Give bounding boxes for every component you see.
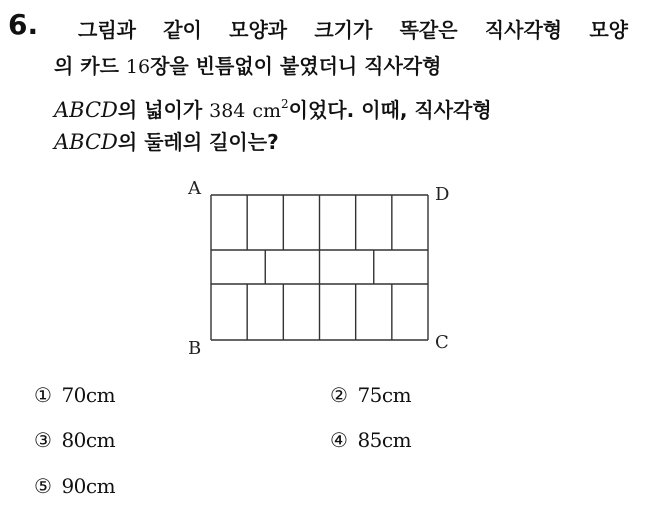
choice-5-mark: ⑤	[34, 474, 52, 498]
question-line-1	[78, 14, 628, 46]
question-line-2	[54, 50, 628, 83]
question-text-1: 그림과 같이 모양과 크기가 똑같은 직사각형 모양	[78, 18, 628, 42]
area-exponent: 2	[281, 97, 289, 111]
rect-label: ABCD	[54, 98, 118, 122]
question-text-2b: 장을 빈틈없이 붙였더니 직사각형	[150, 54, 442, 78]
choice-1-mark: ①	[34, 383, 52, 407]
choice-4-value: 85	[357, 428, 382, 452]
choice-3-mark: ③	[34, 428, 52, 452]
question-line-3	[54, 88, 628, 127]
choice-2-unit: cm	[381, 383, 412, 407]
choice-3-value: 80	[61, 428, 86, 452]
vertex-c-label: C	[435, 332, 449, 353]
vertex-d-label: D	[435, 184, 450, 205]
choice-4-mark: ④	[330, 428, 348, 452]
rect-label-2: ABCD	[54, 130, 118, 154]
figure-lines	[211, 195, 428, 340]
area-value: 384	[209, 100, 246, 122]
card-count: 16	[125, 56, 151, 78]
choice-5[interactable]	[34, 474, 115, 498]
question-text-4a: 의 둘레의 길이는?	[117, 130, 279, 154]
choice-2-value: 75	[357, 383, 382, 407]
question-text-2a: 의 카드	[54, 54, 126, 78]
question-text-3a: 의 넓이가	[117, 98, 210, 122]
vertex-b-label: B	[188, 338, 202, 359]
rectangle-figure	[180, 172, 470, 362]
choice-4-unit: cm	[381, 428, 412, 452]
choice-2-mark: ②	[330, 383, 348, 407]
question-line-4	[54, 126, 628, 158]
choice-4[interactable]	[330, 428, 411, 452]
choice-5-value: 90	[61, 474, 86, 498]
choice-2[interactable]	[330, 383, 411, 407]
choice-1-unit: cm	[85, 383, 116, 407]
choice-3[interactable]	[34, 428, 115, 452]
choice-5-unit: cm	[85, 474, 116, 498]
area-unit: cm	[252, 100, 282, 122]
choice-1-value: 70	[61, 383, 86, 407]
choice-1[interactable]	[34, 383, 115, 407]
choice-3-unit: cm	[85, 428, 116, 452]
vertex-a-label: A	[188, 178, 201, 199]
question-text-3b: 이었다. 이때, 직사각형	[288, 98, 492, 122]
question-number: 6.	[8, 8, 39, 41]
